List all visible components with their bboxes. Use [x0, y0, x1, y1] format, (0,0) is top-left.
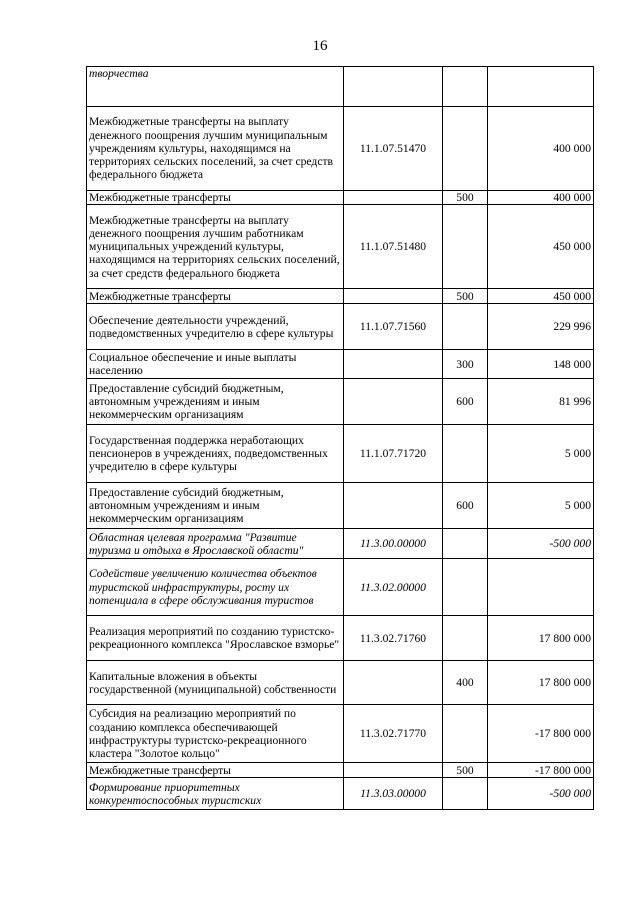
expense-type-cell — [443, 529, 488, 559]
amount-cell: -17 800 000 — [488, 763, 594, 778]
name-cell: Межбюджетные трансферты — [87, 191, 344, 205]
code-cell: 11.1.07.71560 — [344, 304, 443, 350]
expense-type-cell: 500 — [443, 191, 488, 205]
table-row — [87, 778, 594, 810]
table-row — [87, 107, 594, 191]
table-row — [87, 191, 594, 205]
name-cell: Межбюджетные трансферты — [87, 763, 344, 778]
amount-cell: 5 000 — [488, 425, 594, 483]
name-cell: Капитальные вложения в объекты государственной (муниципальной) собственности — [87, 661, 344, 705]
expense-type-cell — [443, 205, 488, 289]
code-cell: 11.1.07.71720 — [344, 425, 443, 483]
name-cell: Межбюджетные трансферты на выплату денежного поощрения лучшим муниципальным учреждениям культуры, находящимся на территориях сельских поселений, за счет средств федерального бюджета — [87, 107, 344, 191]
table-row — [87, 425, 594, 483]
table-row — [87, 483, 594, 529]
name-cell: Предоставление субсидий бюджетным, автономным учреждениям и иным некоммерческим организациям — [87, 379, 344, 425]
name-cell: Межбюджетные трансферты — [87, 289, 344, 304]
expense-type-cell: 400 — [443, 661, 488, 705]
table-row — [87, 379, 594, 425]
name-cell: Содействие увеличению количества объектов туристской инфраструктуры, росту их потенциала в сфере обслуживания туристов — [87, 559, 344, 616]
name-cell: Обеспечение деятельности учреждений, подведомственных учредителю в сфере культуры — [87, 304, 344, 350]
code-cell: 11.1.07.51480 — [344, 205, 443, 289]
table-row — [87, 616, 594, 661]
table-row — [87, 205, 594, 289]
code-cell: 11.3.02.71770 — [344, 705, 443, 763]
expense-type-cell — [443, 107, 488, 191]
expense-type-cell — [443, 304, 488, 350]
expense-type-cell: 500 — [443, 763, 488, 778]
code-cell — [344, 350, 443, 379]
amount-cell: -500 000 — [488, 529, 594, 559]
code-cell — [344, 661, 443, 705]
table-row — [87, 350, 594, 379]
amount-cell: 400 000 — [488, 191, 594, 205]
table-row — [87, 705, 594, 763]
table-row — [87, 304, 594, 350]
name-cell: творчества — [87, 67, 344, 107]
expense-type-cell — [443, 778, 488, 810]
name-cell: Предоставление субсидий бюджетным, автономным учреждениям и иным некоммерческим организациям — [87, 483, 344, 529]
code-cell: 11.3.00.00000 — [344, 529, 443, 559]
amount-cell — [488, 559, 594, 616]
expense-type-cell — [443, 67, 488, 107]
table-row — [87, 763, 594, 778]
amount-cell: 229 996 — [488, 304, 594, 350]
expense-type-cell: 300 — [443, 350, 488, 379]
expense-type-cell: 600 — [443, 379, 488, 425]
code-cell — [344, 763, 443, 778]
page-number: 16 — [312, 38, 328, 54]
code-cell — [344, 483, 443, 529]
name-cell: Реализация мероприятий по созданию туристско-рекреационного комплекса "Ярославское взморье" — [87, 616, 344, 661]
expense-type-cell: 600 — [443, 483, 488, 529]
name-cell: Субсидия на реализацию мероприятий по созданию комплекса обеспечивающей инфраструктуры туристско-рекреационного кластера "Золотое кольцо" — [87, 705, 344, 763]
name-cell: Социальное обеспечение и иные выплаты населению — [87, 350, 344, 379]
amount-cell: -500 000 — [488, 778, 594, 810]
name-cell: Областная целевая программа "Развитие туризма и отдыха в Ярославской области" — [87, 529, 344, 559]
amount-cell: 450 000 — [488, 205, 594, 289]
amount-cell: 148 000 — [488, 350, 594, 379]
code-cell — [344, 379, 443, 425]
table-row — [87, 289, 594, 304]
amount-cell — [488, 67, 594, 107]
code-cell — [344, 289, 443, 304]
code-cell: 11.3.02.71760 — [344, 616, 443, 661]
expense-type-cell — [443, 616, 488, 661]
name-cell: Межбюджетные трансферты на выплату денежного поощрения лучшим работникам муниципальных учреждений культуры, находящимся на территориях сельских поселений, за счет средств федерального бюджета — [87, 205, 344, 289]
amount-cell: 5 000 — [488, 483, 594, 529]
budget-table — [86, 66, 594, 810]
name-cell: Формирование приоритетных конкурентоспособных туристских — [87, 778, 344, 810]
amount-cell: -17 800 000 — [488, 705, 594, 763]
table-body — [87, 67, 594, 810]
table-row — [87, 67, 594, 107]
code-cell — [344, 67, 443, 107]
expense-type-cell — [443, 705, 488, 763]
expense-type-cell: 500 — [443, 289, 488, 304]
code-cell — [344, 191, 443, 205]
amount-cell: 400 000 — [488, 107, 594, 191]
table-row — [87, 529, 594, 559]
amount-cell: 81 996 — [488, 379, 594, 425]
amount-cell: 17 800 000 — [488, 616, 594, 661]
code-cell: 11.1.07.51470 — [344, 107, 443, 191]
amount-cell: 17 800 000 — [488, 661, 594, 705]
code-cell: 11.3.03.00000 — [344, 778, 443, 810]
code-cell: 11.3.02.00000 — [344, 559, 443, 616]
expense-type-cell — [443, 559, 488, 616]
table-row — [87, 661, 594, 705]
table-row — [87, 559, 594, 616]
expense-type-cell — [443, 425, 488, 483]
amount-cell: 450 000 — [488, 289, 594, 304]
name-cell: Государственная поддержка неработающих пенсионеров в учреждениях, подведомственных учредителю в сфере культуры — [87, 425, 344, 483]
